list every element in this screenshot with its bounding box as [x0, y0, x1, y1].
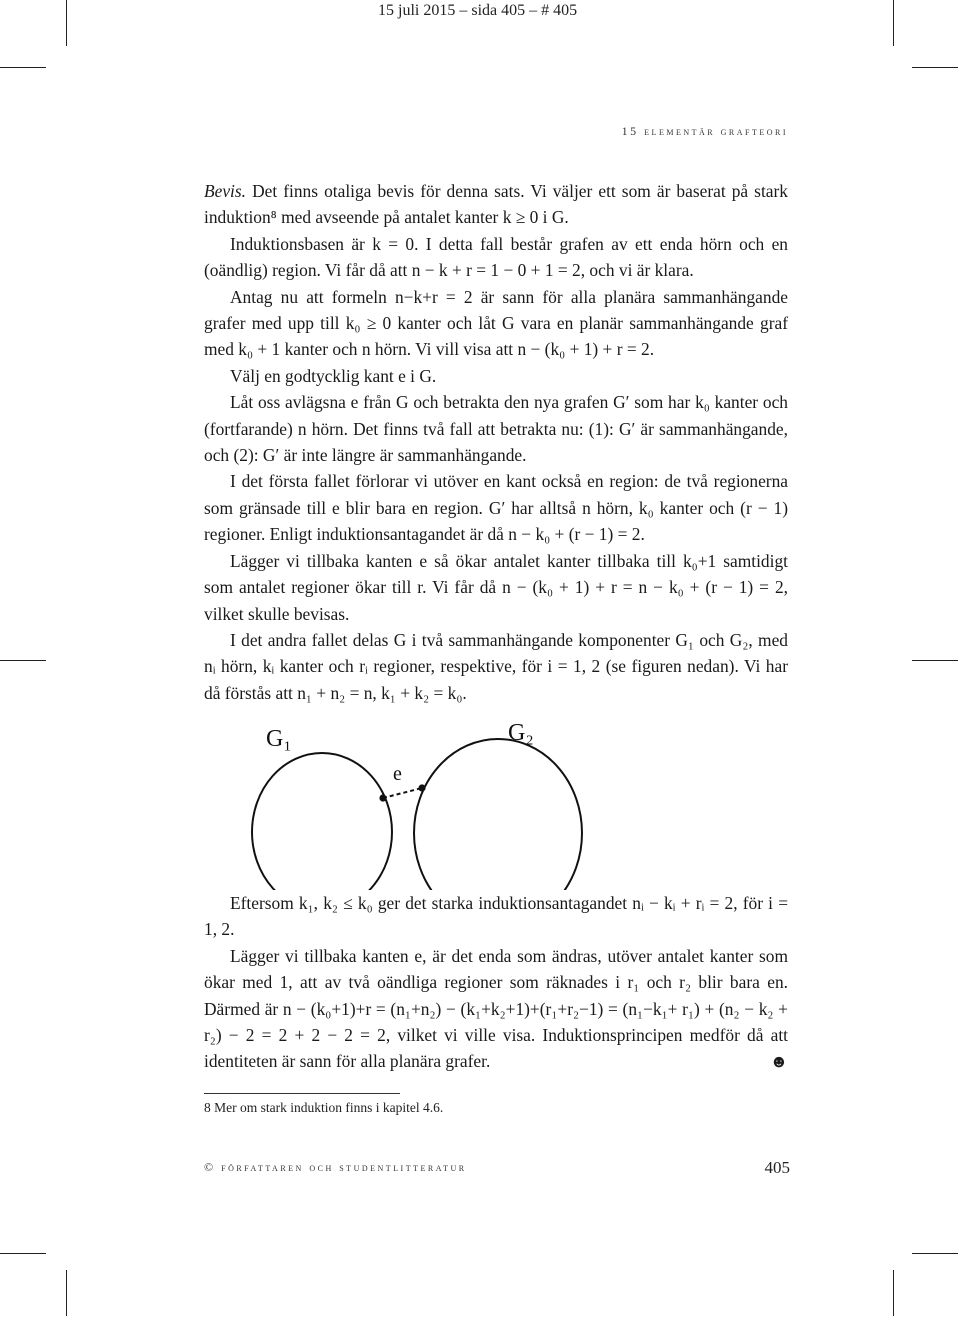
paragraph-intro-text: Det finns otaliga bevis för denna sats. Vi väljer ett som är baserat på stark induktion⁸ med avseende på antalet kanter k ≥ 0 i G. — [204, 181, 788, 228]
crop-mark — [0, 660, 46, 661]
crop-mark — [0, 1253, 46, 1254]
dashed-edge — [383, 788, 422, 798]
crop-mark — [912, 1253, 958, 1254]
qed-icon: ☻ — [769, 1051, 788, 1072]
paragraph-choose-edge: Välj en godtycklig kant e i G. — [230, 365, 437, 386]
crop-mark — [893, 1270, 894, 1316]
crop-mark — [912, 67, 958, 68]
paragraph-induction-hypothesis: Antag nu att formeln n−k+r = 2 är sann för alla planära sammanhängande grafer med upp till k₀ ≥ 0 kanter och låt G vara en planär sammanhängande graf med k₀ + 1 kanter och n hörn. Vi vill visa att n − (k₀ + 1) + r = 2. — [204, 286, 788, 360]
running-head: 15 elementär grafteori — [621, 124, 788, 138]
crop-mark — [893, 0, 894, 46]
footnote-rule — [204, 1093, 400, 1094]
crop-mark — [66, 0, 67, 46]
label-g1: G₁ — [266, 726, 292, 752]
paragraph-remove-edge: Låt oss avlägsna e från G och betrakta den nya grafen G′ som har k₀ kanter och (fortfarande) n hörn. Det finns två fall att betrakta nu: (1): G′ är sammanhängande, och (2): G′ är inte längre är sammanhängande. — [204, 392, 788, 466]
label-g2: G₂ — [508, 720, 534, 746]
copyright-footer: © författaren och studentlitteratur — [204, 1160, 467, 1174]
crop-mark — [912, 660, 958, 661]
component-g1 — [252, 753, 392, 890]
paragraph-induction-applied: Eftersom k₁, k₂ ≤ k₀ ger det starka induktionsantagandet nᵢ − kᵢ + rᵢ = 2, för i = 1, 2. — [204, 893, 788, 940]
proof-body — [204, 178, 788, 706]
footnote: 8 Mer om stark induktion finns i kapitel 4.6. — [204, 1100, 444, 1115]
paragraph-case-two: I det andra fallet delas G i två sammanhängande komponenter G₁ och G₂, med nᵢ hörn, kᵢ kanter och rᵢ regioner, respektive, för i = 1, 2 (se figuren nedan). Vi har då förstås att n₁ + n₂ = n, k₁ + k₂ = k₀. — [204, 629, 788, 703]
vertex-g1 — [379, 794, 386, 801]
paragraph-base-case: Induktionsbasen är k = 0. I detta fall består grafen av ett enda hörn och en (oändlig) region. Vi får då att n − k + r = 1 − 0 + 1 = 2, och vi är klara. — [204, 233, 788, 281]
proof-conclusion — [204, 890, 788, 1075]
components-figure — [204, 712, 788, 890]
paragraph-final-text: Lägger vi tillbaka kanten e, är det enda som ändras, utöver antalet kanter som ökar med 1, att av två oändliga regioner som räknades i r₁ och r₂ blir bara en. Därmed är n − (k₀+1)+r = (n₁+n₂) − (k₁+k₂+1)+(r₁+r₂−1) = (n₁−k₁+ r₁) + (n₂ − k₂ + r₂) − 2 = 2 + 2 − 2 = 2, vilket vi ville visa. Induktionsprincipen medför då att identiteten är sann för alla planära grafer. — [204, 945, 788, 1072]
paragraph-add-back-edge: Lägger vi tillbaka kanten e så ökar antalet kanter tillbaka till k₀+1 samtidigt som antalet regioner ökar till r. Vi får då n − (k₀ + 1) + r = n − k₀ + (r − 1) = 2, vilket skulle bevisas. — [204, 550, 788, 624]
component-g2 — [414, 739, 582, 890]
crop-mark — [0, 67, 46, 68]
crop-mark — [66, 1270, 67, 1316]
paragraph-final — [204, 943, 788, 1075]
label-edge-e: e — [393, 763, 402, 785]
vertex-g2 — [418, 784, 425, 791]
paragraph-intro — [204, 178, 788, 231]
page-meta: 15 juli 2015 – sida 405 – # 405 — [378, 2, 578, 19]
proof-label: Bevis. — [204, 181, 247, 201]
page-number: 405 — [764, 1158, 790, 1177]
paragraph-case-one: I det första fallet förlorar vi utöver en kant också en region: de två regionerna som gränsade till e blir bara en region. G′ har alltså n hörn, k₀ kanter och (r − 1) regioner. Enligt induktionsantagandet är då n − k₀ + (r − 1) = 2. — [204, 471, 788, 545]
